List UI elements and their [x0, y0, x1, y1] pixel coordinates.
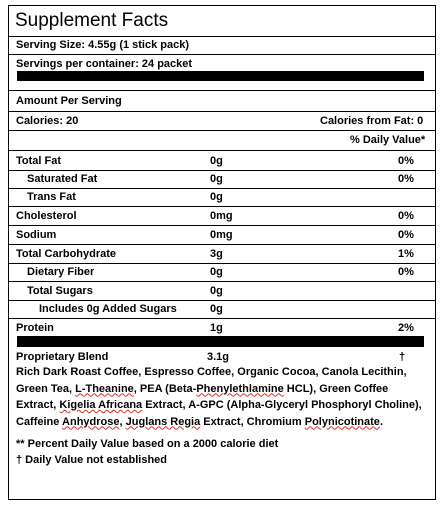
ingredient-text: , [119, 415, 126, 428]
nutrient-dv: 0% [398, 210, 414, 222]
nutrient-amount: 0g [210, 303, 223, 315]
divider [9, 54, 435, 55]
nutrient-amount: 0mg [210, 210, 233, 222]
nutrient-dv: 0% [398, 229, 414, 241]
nutrient-name: Saturated Fat [27, 173, 98, 185]
footnote-not-established: † Daily Value not established [16, 454, 167, 466]
divider [9, 225, 435, 226]
ingredient-text: Rich Dark Roast Coffee, Espresso Coffee, Organic Cocoa, Canola Lecithin, Green Tea, [16, 366, 407, 395]
divider [9, 170, 435, 171]
divider [9, 281, 435, 282]
ingredient-text: Extract, Chromium [200, 415, 305, 428]
nutrient-dv: 2% [398, 322, 414, 334]
nutrient-name: Includes 0g Added Sugars [39, 303, 177, 315]
divider [9, 90, 435, 91]
ingredient-text: Polynicotinate [304, 415, 380, 428]
nutrient-name: Total Sugars [27, 285, 93, 297]
nutrient-name: Cholesterol [16, 210, 77, 222]
divider [9, 150, 435, 151]
nutrient-amount: 0g [210, 191, 223, 203]
divider [9, 130, 435, 131]
calories-from-fat: Calories from Fat: 0 [320, 115, 424, 127]
calories: Calories: 20 [16, 115, 79, 127]
ingredient-text: , PEA (Beta- [133, 382, 197, 395]
divider [9, 300, 435, 301]
daily-value-header: % Daily Value* [350, 134, 426, 146]
ingredient-text: Juglans Regia [125, 415, 201, 428]
supplement-facts-panel [8, 5, 436, 500]
nutrient-amount: 1g [210, 322, 223, 334]
blend-dv: † [399, 351, 406, 363]
nutrient-amount: 0g [210, 173, 223, 185]
nutrient-amount: 0g [210, 155, 223, 167]
divider [9, 263, 435, 264]
ingredient-text: L-Theanine [75, 382, 134, 395]
divider [9, 318, 435, 319]
nutrient-dv: 0% [398, 266, 414, 278]
nutrient-dv: 0% [398, 173, 414, 185]
ingredient-text: Kigelia Africana [59, 399, 143, 411]
nutrient-amount: 0g [210, 266, 223, 278]
serving-size: Serving Size: 4.55g (1 stick pack) [16, 39, 190, 51]
divider [9, 188, 435, 189]
divider [9, 244, 435, 245]
nutrient-name: Total Fat [16, 155, 62, 167]
ingredient-text: Extract, A-GPC (Alpha-Glyceryl Phosphoryl Choline), Caffeine [16, 399, 422, 428]
blend-amount: 3.1g [207, 351, 230, 363]
ingredient-text: Phenylethlamine [196, 382, 284, 395]
divider [9, 111, 435, 112]
blend-ingredients [16, 364, 426, 430]
nutrient-name: Sodium [16, 229, 57, 241]
ingredient-text: . [379, 415, 383, 428]
nutrient-name: Total Carbohydrate [16, 248, 117, 260]
nutrient-name: Protein [16, 322, 54, 334]
panel-title: Supplement Facts [15, 10, 169, 31]
thick-rule [17, 71, 424, 81]
thick-rule [17, 336, 424, 347]
nutrient-name: Dietary Fiber [27, 266, 95, 278]
nutrient-amount: 0mg [210, 229, 233, 241]
nutrient-name: Trans Fat [27, 191, 76, 203]
nutrient-amount: 3g [210, 248, 223, 260]
servings-per-container: Servings per container: 24 packet [16, 58, 193, 70]
nutrient-dv: 1% [398, 248, 414, 260]
ingredient-text: HCL), Green Coffee Extract, [16, 382, 389, 411]
divider [9, 36, 435, 37]
divider [9, 206, 435, 207]
blend-label: Proprietary Blend [16, 351, 109, 363]
nutrient-amount: 0g [210, 285, 223, 297]
footnote-daily-value: ** Percent Daily Value based on a 2000 calorie diet [16, 438, 279, 450]
nutrient-dv: 0% [398, 155, 414, 167]
amount-per-serving: Amount Per Serving [16, 95, 122, 107]
ingredient-text: Anhydrose [62, 415, 120, 428]
